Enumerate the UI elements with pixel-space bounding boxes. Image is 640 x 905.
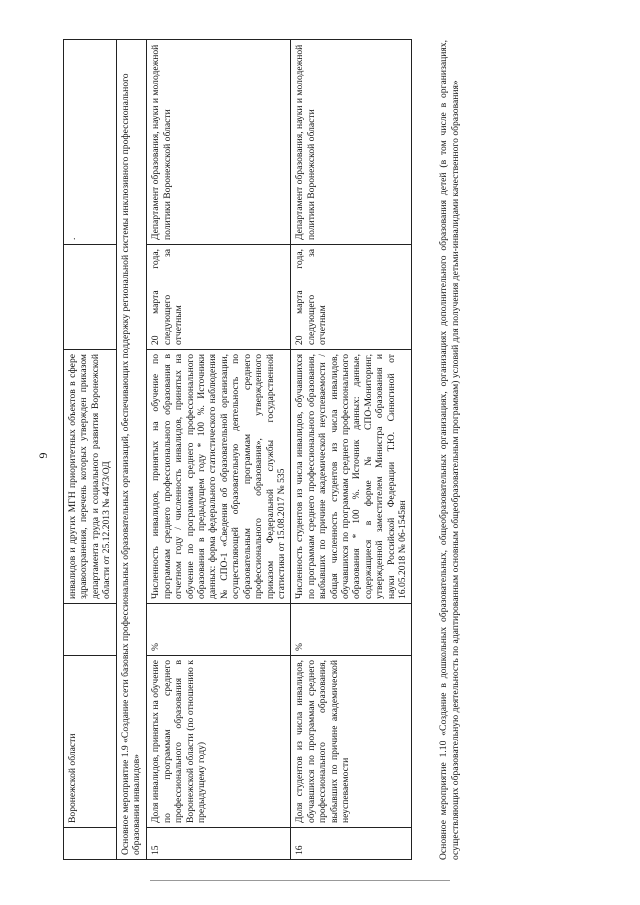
unit-cell: %	[291, 604, 412, 656]
row-number: 16	[291, 828, 412, 860]
indicators-table	[63, 39, 412, 860]
responsible-cell: Департамент образования, науки и молодежной политики Воронежской области	[147, 40, 291, 245]
deadline-cell: 20 марта года, следующего за отчетным	[291, 245, 412, 350]
section-heading-row	[116, 40, 147, 860]
unit-cell: %	[147, 604, 291, 656]
row-number: 15	[147, 828, 291, 860]
method-cell: инвалидов и других МГН приоритетных объектов в сфере здравоохранения, перечень которых утвержден приказом департамента труда и социального развития Воронежской области от 25.12.2013 № 4473/ОД	[64, 350, 117, 604]
page-number: 6	[36, 452, 51, 459]
footer-divider	[150, 880, 450, 881]
table-row	[147, 40, 291, 860]
method-cell: Численность инвалидов, принятых на обучение по программам среднего профессионального образования в отчетном году / численность инвалидов, принятых на обучение по программам среднего профессионального образования в предыдущем году * 100 %. Источники данных: форма федерального статистического наблюдения № СПО-1 «Сведения об образовательной организации, осуществляющей образовательную деятельность по образовательным программам среднего профессионального образования», утвержденного приказом Федеральной службы государственной статистики от 15.08.2017 № 535	[147, 350, 291, 604]
responsible-cell: .	[64, 40, 117, 245]
rotated-page-content	[63, 40, 628, 860]
section-1-9-heading: Основное мероприятие 1.9 «Создание сети базовых профессиональных образовательных организаций, обеспечивающих поддержку региональной системы инклюзивного профессионального образования инвалидов»	[116, 40, 147, 860]
table-row	[64, 40, 117, 860]
indicator-cell: Воронежской области	[64, 656, 117, 828]
deadline-cell: 20 марта года, следующего за отчетным	[147, 245, 291, 350]
responsible-cell: Департамент образования, науки и молодежной политики Воронежской области	[291, 40, 412, 245]
indicator-cell: Доля инвалидов, принятых на обучение по программам среднего профессионального образования в Воронежской области (по отношению к предыдущему году)	[147, 656, 291, 828]
deadline-cell	[64, 245, 117, 350]
indicator-cell: Доля студентов из числа инвалидов, обучавшихся по программам среднего профессионального образования, выбывших по причине академической неуспеваемости	[291, 656, 412, 828]
section-1-10-heading: Основное мероприятие 1.10 «Создание в дошкольных образовательных, общеобразовательных организациях, организациях дополнительного образования детей (в том числе в организациях, осуществляющих образовательную деятельность по адаптированным основным общеобразовательным программам) условий для получения детьми-инвалидами качественного образования»	[438, 40, 461, 860]
method-cell: Численность студентов из числа инвалидов, обучавшихся по программам среднего профессионального образования, выбывших по причине академической неуспеваемости / общая численность студентов из числа инвалидов, обучавшихся по программам среднего профессионального образования * 100 %. Источник данных: данные, содержащиеся в форме № СПО-Мониторинг, утвержденной заместителем Министра образования и науки Российской Федерации Т.Ю. Синюгиной от 16.05.2018 № 06-1545вн	[291, 350, 412, 604]
table-row	[291, 40, 412, 860]
